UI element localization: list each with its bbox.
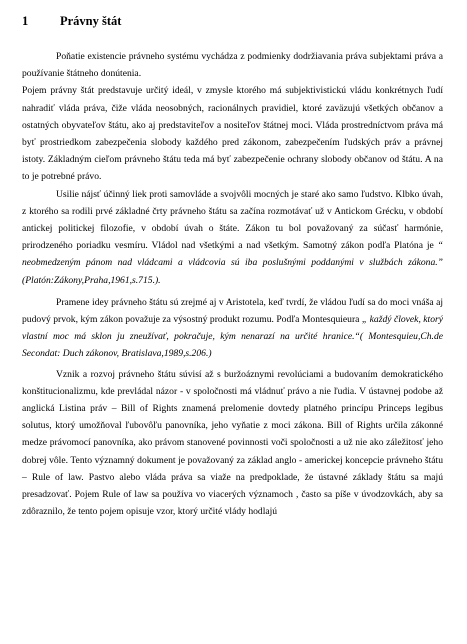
section-title: Právny štát xyxy=(60,14,122,28)
montesquieu-quote: „ každý človek, ktorý vlastní moc má sklon ju zneužívať, pokračuje, kým nenarazí na určité hranice.“( Montesquieu,Ch.de Secondat: Duch zákonov, Bratislava,1989,s.206.) xyxy=(22,314,443,360)
paragraph-text: Vznik a rozvoj právneho štátu súvisí až s buržoáznymi revolúciami a budovaním demokratického konštitucionalizmu, kde prevládal názor - v spoločnosti má vládnuť právo a nie ľudia. V ústavnej podobe až anglická Listina práv – Bill of Rights znamená prelomenie dovtedy platného princípu Princeps legibus solutus, ktorý umožňoval ľubovôľu panovníka, jeho vyňatie z moci zákona. Bill of Rights určila zákonné medze právomocí panovníka, ako právom stanovené povinnosti voči spoločnosti a už nie ako záležitosť jeho dobrej vôle. Tento významný dokument je považovaný za základ anglo - americkej koncepcie právneho štátu – Rule of law. Pastvo alebo vláda práva sa viaže na predpoklade, že ústavné základy štátu sa majú presadzovať. Pojem Rule of law sa používa vo viacerých významoch , často sa píše v úvodzovkách, aby sa zdôraznilo, že tento pojem opisuje vzor, ktorý určité vlády hodlajú xyxy=(22,368,443,518)
section-heading xyxy=(22,14,443,29)
paragraph-text: Pramene idey právneho štátu sú zrejmé aj v Aristotela, keď tvrdí, že vládou ľudí sa do moci vnáša aj pudový prvok, kým zákon považuje za výsostný produkt rozumu. Podľa Montesquieura xyxy=(22,296,443,326)
paragraph-5 xyxy=(22,366,443,521)
paragraph-2 xyxy=(22,82,443,185)
document-body xyxy=(22,48,443,520)
paragraph-3 xyxy=(22,186,443,289)
platon-quote: “ neobmedzeným pánom nad vládcami a vládcovia sú iba poslušnými poddanými v službách zákona.” (Platón:Zákony,Praha,1961,s.715.). xyxy=(22,240,443,286)
paragraph-4 xyxy=(22,294,443,363)
paragraph-1 xyxy=(22,48,443,82)
paragraph-text: Pojem právny štát predstavuje určitý ideál, v zmysle ktorého má subjektivistickú vládu konkrétnych ľudí nahradiť vláda práva, čiže vláda neosobných, racionálnych pravidiel, ktoré zaväzujú všetkých občanov a ostatných obyvateľov štátu, ako aj predstaviteľov a nositeľov štátnej moci. Vláda prostredníctvom práva má byť prostriedkom zabezpečenia slobody každého pred zákonom, zabezpečením ľudských práv a právnej istoty. Základným cieľom právneho štátu teda má byť zabezpečenie ochrany slobody občanov od štátu. A na to je potrebné právo. xyxy=(22,85,443,183)
paragraph-text: Poňatie existencie právneho systému vychádza z podmienky dodržiavania práva subjektami práva a používanie štátneho donútenia. xyxy=(22,51,443,80)
section-number: 1 xyxy=(22,14,29,28)
paragraph-text: Usilie nájsť účinný liek proti samovláde a svojvôli mocných je staré ako samo ľudstvo. Klbko úvah, z ktorého sa rodili prvé základné črty právneho štátu sa začína rozmotávať už v Antickom Grécku, v období antickej politickej filozofie, v období úvah o štáte. Zákon tu bol považovaný za súčasť harmónie, prirodzeného poriadku vesmíru. Vládol nad všetkými a nad všetkým. Samotný zákon podľa Platóna je xyxy=(22,188,443,252)
